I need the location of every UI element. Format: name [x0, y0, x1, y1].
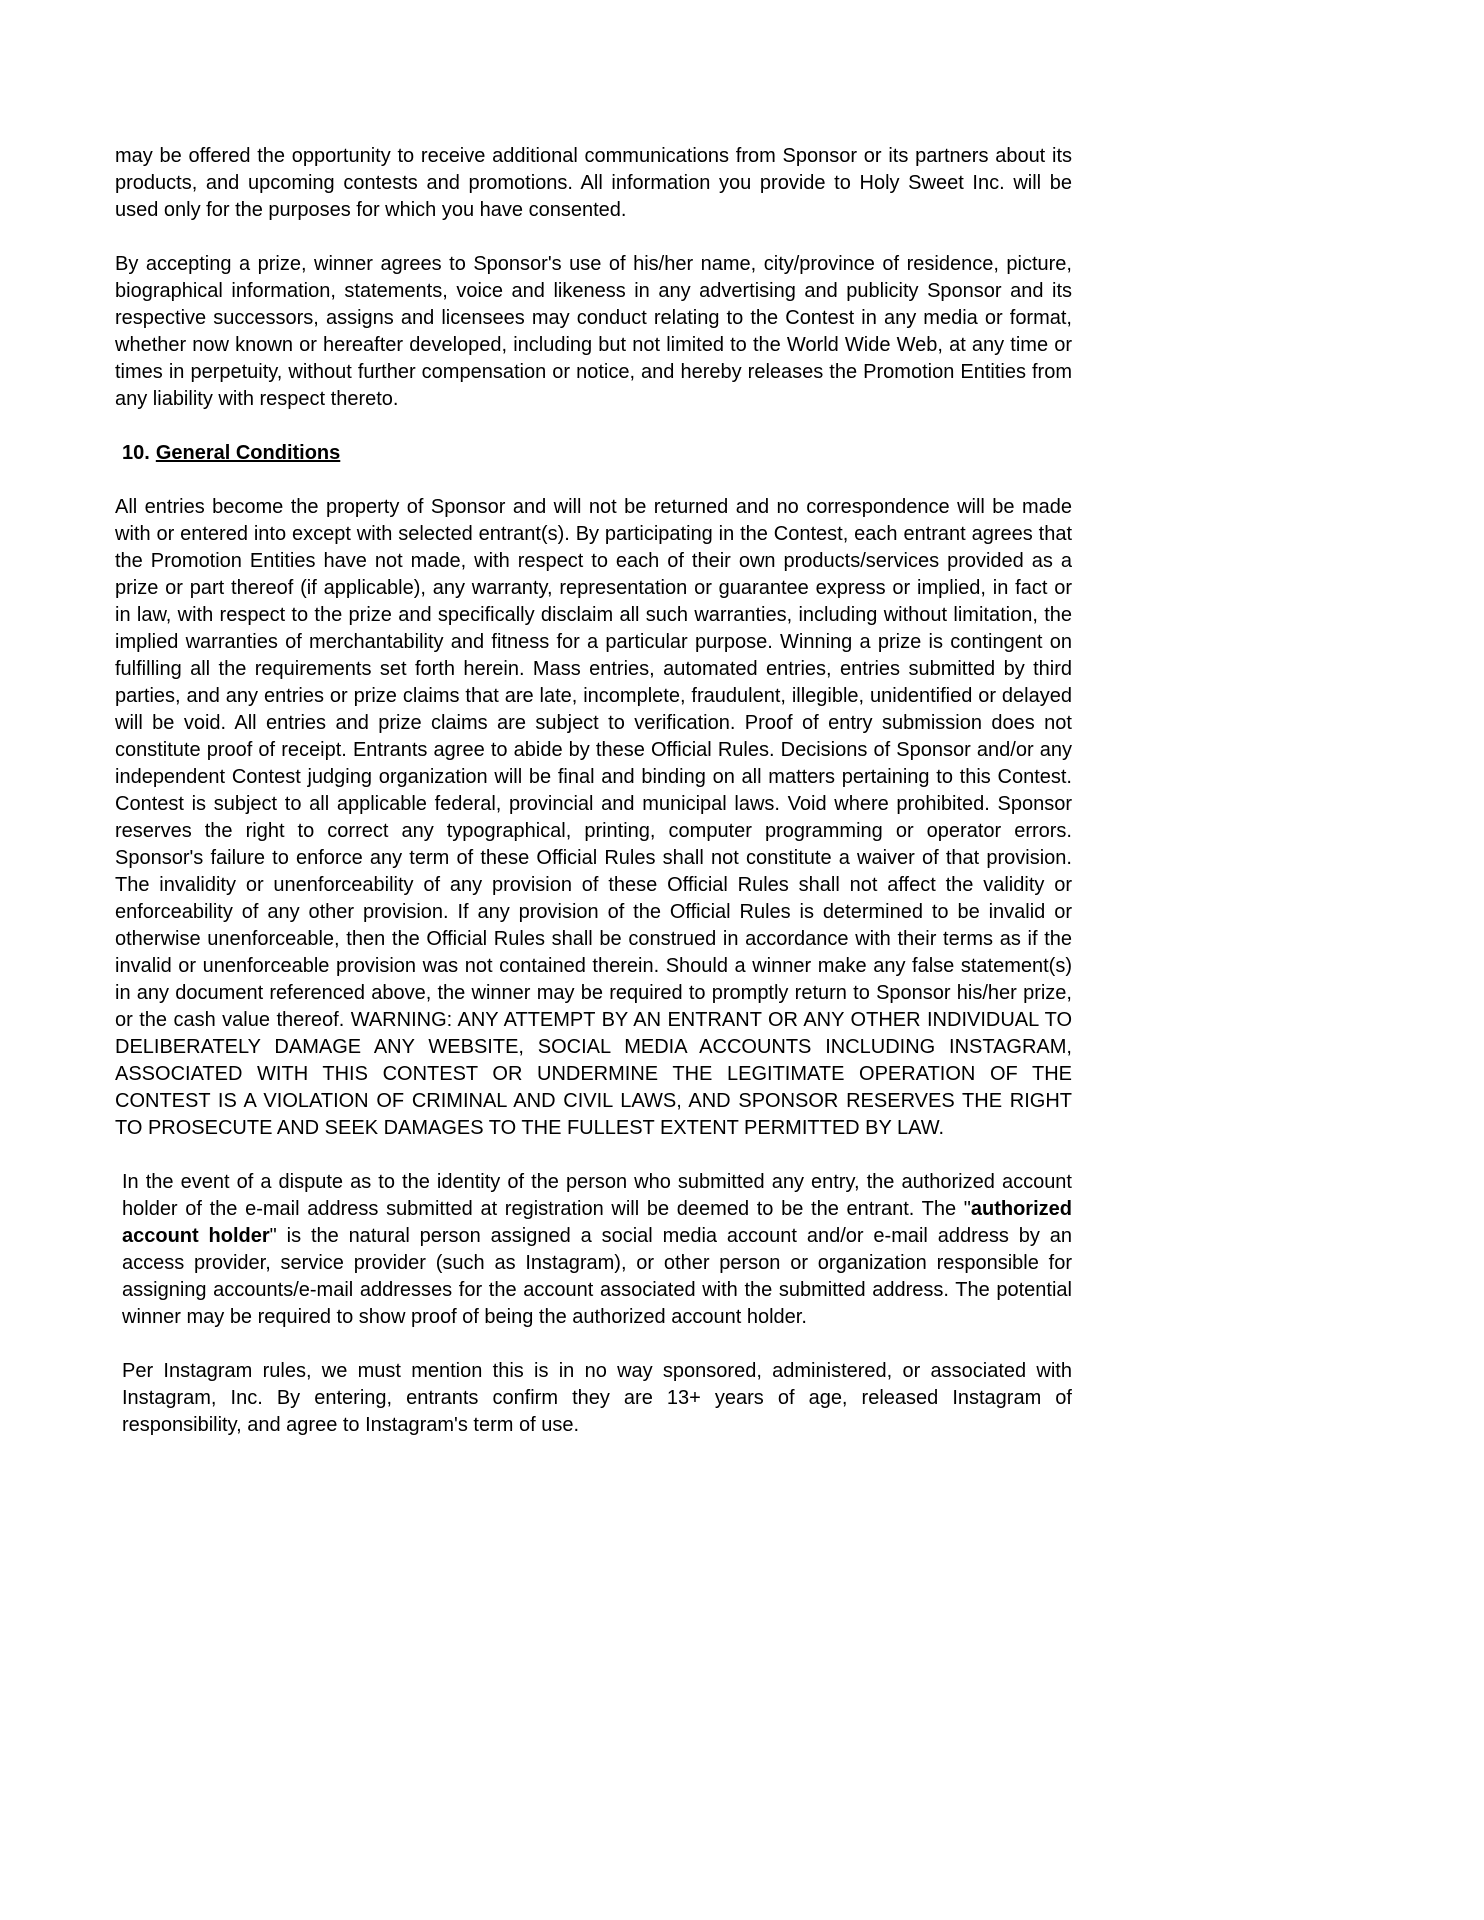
section-heading-general-conditions	[115, 440, 1072, 467]
section-title: General Conditions	[155, 442, 341, 464]
document-content	[115, 143, 1072, 1439]
paragraph-publicity-release: By accepting a prize, winner agrees to Sponsor's use of his/her name, city/province of residence, picture, biographical information, statements, voice and likeness in any advertising and publicity Sponsor and its respective successors, assigns and licensees may conduct relating to the Contest in any media or format, whether now known or hereafter developed, including but not limited to the World Wide Web, at any time or times in perpetuity, without further compensation or notice, and hereby releases the Promotion Entities from any liability with respect thereto.	[115, 253, 1072, 410]
dispute-text-before-bold: In the event of a dispute as to the identity of the person who submitted any entry, the authorized account holder of the e-mail address submitted at registration will be deemed to be the entrant. The "	[122, 1171, 1072, 1220]
dispute-text-after-bold: " is the natural person assigned a social media account and/or e-mail address by an access provider, service provider (such as Instagram), or other person or organization responsible for assigning accounts/e-mail addresses for the account associated with the submitted address. The potential winner may be required to show proof of being the authorized account holder.	[122, 1225, 1072, 1328]
paragraph-communications: may be offered the opportunity to receive additional communications from Sponsor or its partners about its products, and upcoming contests and promotions. All information you provide to Holy Sweet Inc. will be used only for the purposes for which you have consented.	[115, 145, 1072, 221]
dispute-bold-authorized-account-holder: authorized account holder	[122, 1198, 1072, 1247]
paragraph-instagram-disclaimer: Per Instagram rules, we must mention this is in no way sponsored, administered, or associated with Instagram, Inc. By entering, entrants confirm they are 13+ years of age, released Instagram of responsibility, and agree to Instagram's term of use.	[122, 1360, 1072, 1436]
section-number: 10.	[122, 442, 150, 464]
paragraph-general-conditions: All entries become the property of Sponsor and will not be returned and no correspondence will be made with or entered into except with selected entrant(s). By participating in the Contest, each entrant agrees that the Promotion Entities have not made, with respect to each of their own products/services provided as a prize or part thereof (if applicable), any warranty, representation or guarantee express or implied, in fact or in law, with respect to the prize and specifically disclaim all such warranties, including without limitation, the implied warranties of merchantability and fitness for a particular purpose. Winning a prize is contingent on fulfilling all the requirements set forth herein. Mass entries, automated entries, entries submitted by third parties, and any entries or prize claims that are late, incomplete, fraudulent, illegible, unidentified or delayed will be void. All entries and prize claims are subject to verification. Proof of entry submission does not constitute proof of receipt. Entrants agree to abide by these Official Rules. Decisions of Sponsor and/or any independent Contest judging organization will be final and binding on all matters pertaining to this Contest. Contest is subject to all applicable federal, provincial and municipal laws. Void where prohibited. Sponsor reserves the right to correct any typographical, printing, computer programming or operator errors. Sponsor's failure to enforce any term of these Official Rules shall not constitute a waiver of that provision. The invalidity or unenforceability of any provision of these Official Rules shall not affect the validity or enforceability of any other provision. If any provision of the Official Rules is determined to be invalid or otherwise unenforceable, then the Official Rules shall be construed in accordance with their terms as if the invalid or unenforceable provision was not contained therein. Should a winner make any false statement(s) in any document referenced above, the winner may be required to promptly return to Sponsor his/her prize, or the cash value thereof. WARNING: ANY ATTEMPT BY AN ENTRANT OR ANY OTHER INDIVIDUAL TO DELIBERATELY DAMAGE ANY WEBSITE, SOCIAL MEDIA ACCOUNTS INCLUDING INSTAGRAM, ASSOCIATED WITH THIS CONTEST OR UNDERMINE THE LEGITIMATE OPERATION OF THE CONTEST IS A VIOLATION OF CRIMINAL AND CIVIL LAWS, AND SPONSOR RESERVES THE RIGHT TO PROSECUTE AND SEEK DAMAGES TO THE FULLEST EXTENT PERMITTED BY LAW.	[115, 496, 1072, 1139]
paragraph-dispute-authorized-holder	[115, 1169, 1072, 1331]
